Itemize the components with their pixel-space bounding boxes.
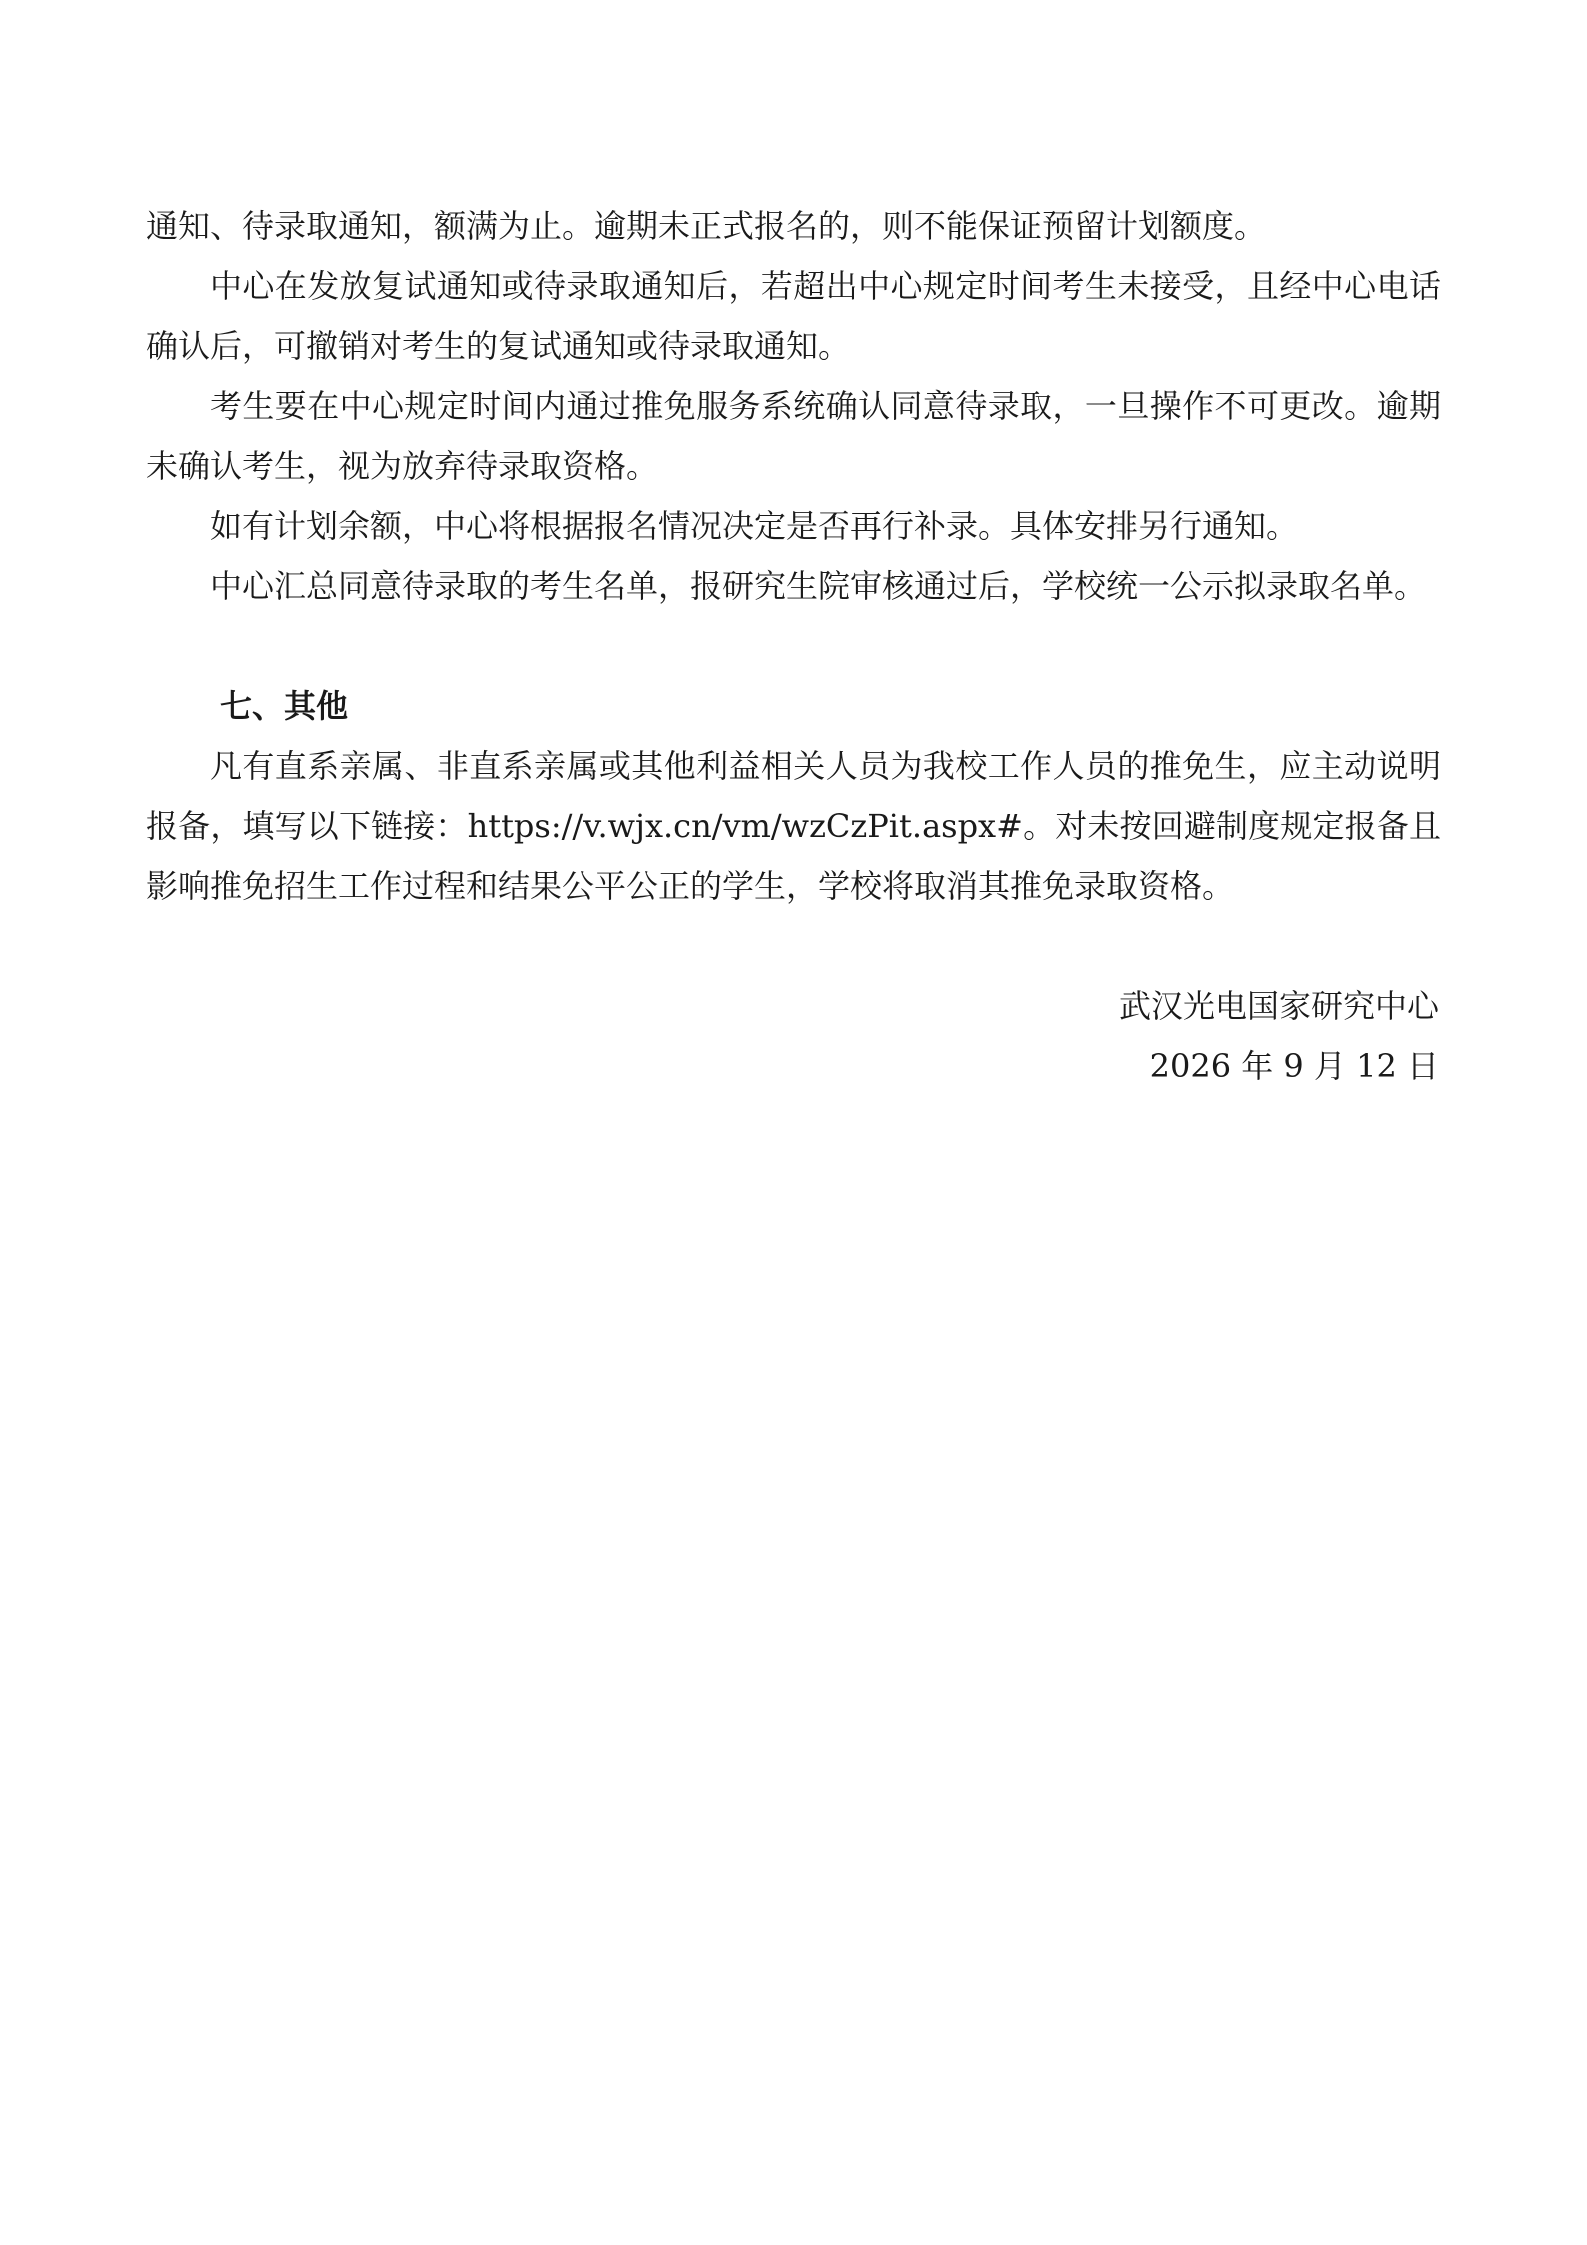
signature-block — [146, 976, 1441, 1096]
document-body — [146, 196, 1441, 1096]
section-spacer — [146, 616, 1441, 676]
paragraph-continuation: 通知、待录取通知，额满为止。逾期未正式报名的，则不能保证预留计划额度。 — [146, 207, 1267, 245]
paragraph-publish-list: 中心汇总同意待录取的考生名单，报研究生院审核通过后，学校统一公示拟录取名单。 — [210, 567, 1427, 605]
section-heading-other: 七、其他 — [220, 687, 349, 725]
signature-date: 2026 年 9 月 12 日 — [1149, 1047, 1439, 1085]
paragraph-remaining-quota: 如有计划余额，中心将根据报名情况决定是否再行补录。具体安排另行通知。 — [210, 507, 1299, 545]
signature-organization: 武汉光电国家研究中心 — [1118, 987, 1439, 1025]
paragraph-confirm-admission: 考生要在中心规定时间内通过推免服务系统确认同意待录取，一旦操作不可更改。逾期未确认考生，视为放弃待录取资格。 — [146, 387, 1441, 485]
paragraph-revoke-notice: 中心在发放复试通知或待录取通知后，若超出中心规定时间考生未接受，且经中心电话确认后，可撤销对考生的复试通知或待录取通知。 — [146, 267, 1441, 365]
paragraph-conflict-of-interest: 凡有直系亲属、非直系亲属或其他利益相关人员为我校工作人员的推免生，应主动说明报备，填写以下链接：https://v.wjx.cn/vm/wzCzPit.aspx#。对未按回避制度规定报备且影响推免招生工作过程和结果公平公正的学生，学校将取消其推免录取资格。 — [146, 747, 1441, 905]
